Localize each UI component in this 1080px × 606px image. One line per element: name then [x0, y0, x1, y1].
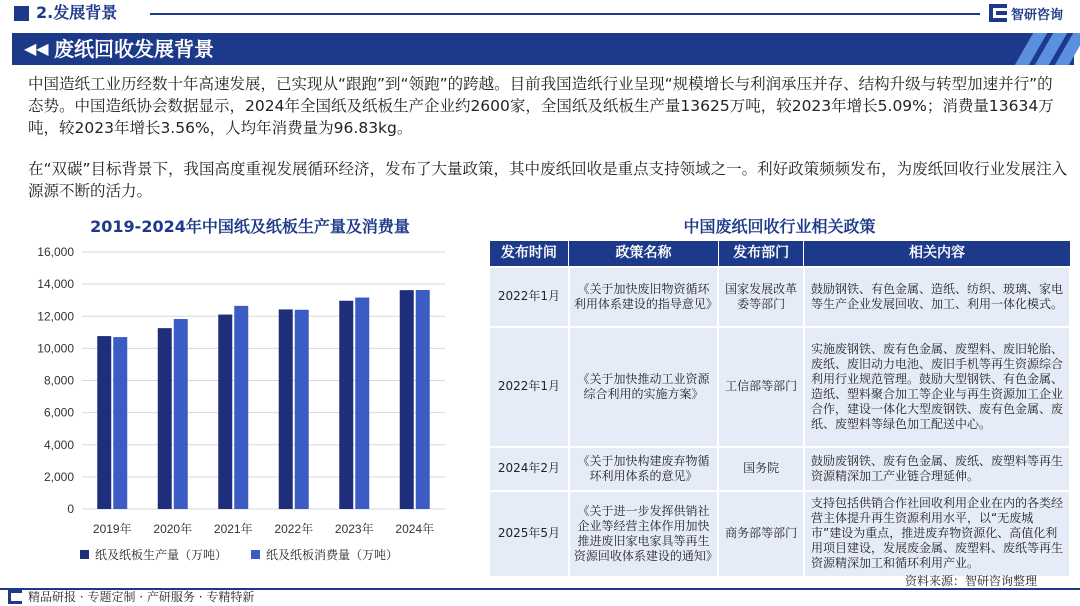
x-tick-label: 2022年 [274, 522, 314, 536]
bar-consumption [113, 337, 127, 509]
bar-consumption [355, 298, 369, 509]
cell-policy-name: 《关于加快废旧物资循环利用体系建设的指导意见》 [569, 267, 718, 327]
table-row [489, 267, 1070, 327]
header-policy-name: 政策名称 [569, 241, 718, 267]
y-tick-label: 4,000 [43, 437, 74, 452]
data-source: 资料来源：智研咨询整理 [905, 574, 1038, 588]
legend-item-consumption [251, 546, 398, 563]
header-department: 发布部门 [718, 241, 804, 267]
production-consumption-bar-chart [20, 238, 460, 544]
x-tick-label: 2021年 [213, 522, 253, 536]
y-tick-label: 16,000 [37, 245, 74, 259]
table-row [489, 491, 1070, 577]
cell-content: 鼓励钢铁、有色金属、造纸、纺织、玻璃、家电等生产企业发展回收、加工、利用一体化模式。 [804, 267, 1070, 327]
y-tick-label: 0 [67, 502, 74, 516]
policy-table-title: 中国废纸回收行业相关政策 [683, 217, 876, 236]
x-tick-label: 2019年 [92, 522, 132, 536]
legend-swatch-production [80, 550, 89, 559]
header-divider [150, 13, 980, 15]
legend-label-production: 纸及纸板生产量（万吨） [95, 548, 228, 562]
legend-swatch-consumption [251, 550, 260, 559]
cell-department: 国务院 [718, 447, 804, 491]
cell-department: 工信部等部门 [718, 327, 804, 447]
intro-paragraph: 中国造纸工业历经数十年高速发展，已实现从“跟跑”到“领跑”的跨越。目前我国造纸行业呈现“规模增长与利润承压并存、结构升级与转型加速并行”的态势。中国造纸协会数据显示，2024年全国纸及纸板生产企业约2600家，全国纸及纸板生产量13625万吨，较2023年增长5.09%；消费量13634万吨，较2023年增长3.56%，人均年消费量为96.83kg。 [28, 75, 1054, 137]
y-tick-label: 8,000 [43, 373, 74, 388]
double-chevron-icon: ◀◀ [24, 39, 49, 58]
section-title: 2.发展背景 [36, 3, 118, 22]
x-tick-label: 2020年 [153, 522, 193, 536]
cell-content: 实施废钢铁、废有色金属、废塑料、废旧轮胎、废纸、废旧动力电池、废旧手机等再生资源综合利用行业规范管理。鼓励大型钢铁、有色金属、造纸、塑料聚合加工等企业与再生资源加工企业合作，建设一体化大型废钢铁、废有色金属、废纸、废塑料等绿色加工配送中心。 [804, 327, 1070, 447]
bar-consumption [416, 290, 430, 509]
cell-date: 2022年1月 [489, 267, 569, 327]
bar-consumption [234, 306, 248, 509]
cell-policy-name: 《关于加快构建废弃物循环利用体系的意见》 [569, 447, 718, 491]
cell-policy-name: 《关于加快推动工业资源综合利用的实施方案》 [569, 327, 718, 447]
table-row [489, 327, 1070, 447]
chart-title: 2019-2024年中国纸及纸板生产量及消费量 [90, 217, 410, 236]
cell-department: 国家发展改革委等部门 [718, 267, 804, 327]
y-tick-label: 12,000 [37, 309, 74, 324]
bar-production [339, 301, 353, 509]
cell-department: 商务部等部门 [718, 491, 804, 577]
bar-production [279, 309, 293, 509]
x-tick-label: 2024年 [395, 522, 435, 536]
footer-logo-icon [8, 590, 22, 604]
logo-icon [989, 4, 1007, 22]
cell-policy-name: 《关于进一步发挥供销社企业等经营主体作用加快推进废旧家电家具等再生资源回收体系建设的通知》 [569, 491, 718, 577]
policy-table [488, 240, 1071, 578]
banner-title: 废纸回收发展背景 [54, 37, 214, 61]
y-tick-label: 6,000 [43, 405, 74, 420]
logo-text: 智研咨询 [1011, 7, 1064, 23]
brand-logo [989, 3, 1063, 23]
bar-production [158, 328, 172, 509]
y-tick-label: 14,000 [37, 277, 74, 292]
cell-date: 2024年2月 [489, 447, 569, 491]
title-banner [12, 33, 1074, 65]
chart-legend [80, 546, 422, 563]
cell-date: 2022年1月 [489, 327, 569, 447]
footer-tagline: 精品研报 · 专题定制 · 产研服务 · 专精特新 [28, 590, 255, 604]
legend-item-production [80, 546, 227, 563]
section-marker-icon [14, 6, 29, 21]
policy-paragraph: 在“双碳”目标背景下，我国高度重视发展循环经济，发布了大量政策，其中废纸回收是重点支持领域之一。利好政策频频发布，为废纸回收行业发展注入源源不断的活力。 [28, 160, 1068, 200]
legend-label-consumption: 纸及纸板消费量（万吨） [266, 548, 399, 562]
y-tick-label: 10,000 [37, 341, 74, 356]
bar-consumption [295, 310, 309, 509]
cell-content: 鼓励废钢铁、废有色金属、废纸、废塑料等再生资源精深加工产业链合理延伸。 [804, 447, 1070, 491]
bar-production [97, 336, 111, 509]
banner-stripes-decoration [1018, 33, 1078, 65]
bar-production [218, 315, 232, 509]
cell-date: 2025年5月 [489, 491, 569, 577]
bar-consumption [174, 319, 188, 509]
policy-table-header-row [489, 241, 1070, 267]
x-tick-label: 2023年 [334, 522, 374, 536]
bar-production [400, 290, 414, 509]
header-content: 相关内容 [804, 241, 1070, 267]
top-bar [0, 0, 1080, 27]
cell-content: 支持包括供销合作社回收利用企业在内的各类经营主体提升再生资源利用水平，以“无废城市”建设为重点，推进废弃物资源化、高值化利用项目建设，发展废金属、废塑料、废纸等再生资源精深加工和循环利用产业。 [804, 491, 1070, 577]
header-date: 发布时间 [489, 241, 569, 267]
y-tick-label: 2,000 [43, 469, 74, 484]
table-row [489, 447, 1070, 491]
